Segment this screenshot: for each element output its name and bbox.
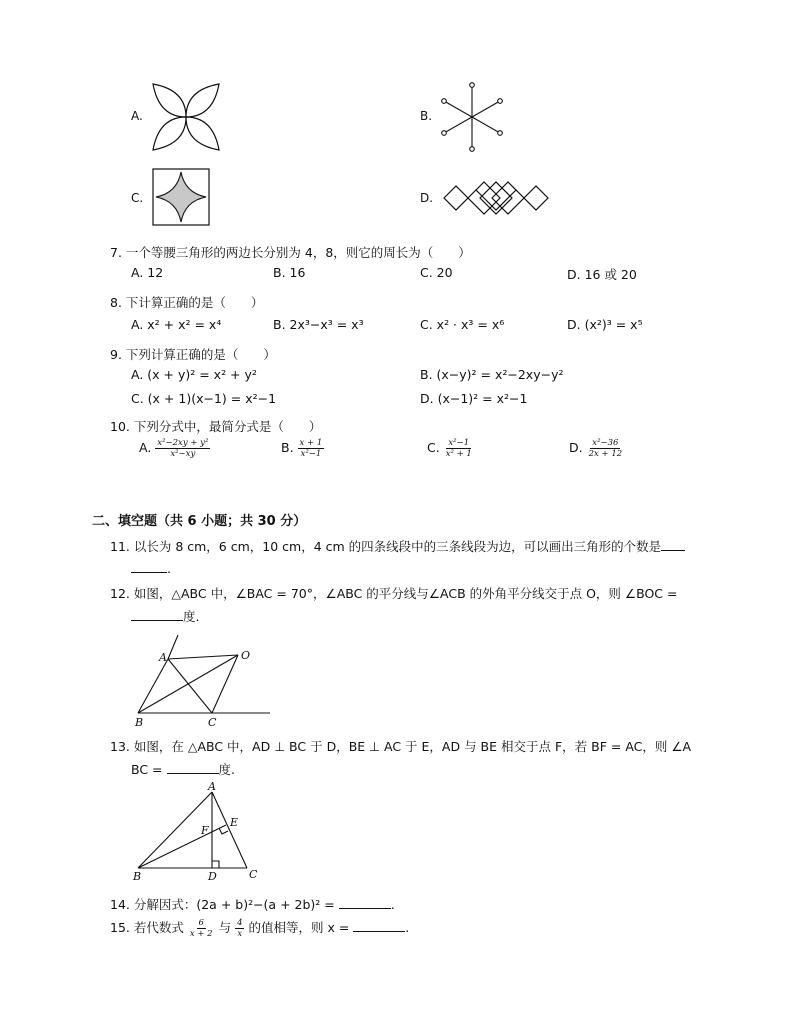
q13-label-f: F <box>201 824 209 837</box>
q15-fraction-2-denominator: x <box>237 929 243 939</box>
q15-fraction-1-numerator: 6 <box>198 918 204 928</box>
q14-line <box>110 895 395 913</box>
q7-option-c: C. 20 <box>420 265 453 280</box>
q15-prefix: 15. 若代数式 <box>110 920 184 935</box>
q11-line2-end: . <box>167 561 171 576</box>
q11-answer-blank-part2[interactable] <box>131 560 167 573</box>
q10-option-d-denominator: 2x + 12 <box>588 449 623 459</box>
q11-answer-blank-part1[interactable] <box>661 538 685 551</box>
q10-option-c-fraction <box>444 438 474 459</box>
q9-option-d: D. (x−1)² = x²−1 <box>420 391 528 406</box>
q13-label-d: D <box>208 870 217 883</box>
q15-fraction-1-denominator: x + 2 <box>189 929 213 939</box>
q10-option-c <box>427 438 474 459</box>
q12-answer-blank[interactable] <box>131 608 183 621</box>
q13-label-e: E <box>230 816 239 829</box>
section-title-fill-in-blank: 二、填空题（共 6 小题；共 30 分） <box>92 514 307 529</box>
q15-fraction-2-numerator: 4 <box>237 918 243 928</box>
q14-text: 14. 分解因式：(2a + b)²−(a + 2b)² = <box>110 897 335 912</box>
q7-option-d: D. 16 或 20 <box>567 267 637 282</box>
q15-fraction-2 <box>235 918 244 939</box>
q10-option-a-label: A. <box>139 440 152 455</box>
q11-line1 <box>110 537 685 555</box>
q10-option-d-label: D. <box>569 440 583 455</box>
q10-option-c-label: C. <box>427 440 440 455</box>
q12-label-a: A <box>159 651 167 664</box>
q10-option-d-fraction <box>587 438 625 459</box>
q13-line2-start: BC = <box>131 762 163 777</box>
q10-option-b-fraction <box>298 438 325 459</box>
q10-option-b-numerator: x + 1 <box>299 438 323 448</box>
q12-line1: 12. 如图，△ABC 中，∠BAC = 70°，∠ABC 的平分线与∠ACB 的外角平分线交于点 O，则 ∠BOC = <box>110 586 678 601</box>
q6-option-b-label: B. <box>420 109 433 123</box>
q9-option-a: A. (x + y)² = x² + y² <box>131 367 257 382</box>
q10-option-a <box>139 438 210 459</box>
q15-fraction-1 <box>188 918 215 939</box>
q8-option-b: B. 2x³−x³ = x³ <box>273 317 364 332</box>
q14-answer-blank[interactable] <box>339 896 391 909</box>
q7-option-a: A. 12 <box>131 265 164 280</box>
q13-label-a: A <box>208 780 216 793</box>
q6-figure-c-square-star <box>150 166 212 228</box>
q12-line2 <box>131 607 199 625</box>
q9-option-c: C. (x + 1)(x−1) = x²−1 <box>131 391 277 406</box>
q10-option-d <box>569 438 624 459</box>
q8-option-c: C. x² · x³ = x⁶ <box>420 317 505 332</box>
q13-label-c: C <box>249 868 258 881</box>
q10-option-c-numerator: x²−1 <box>448 438 470 448</box>
q6-figure-d-diamond-chain <box>440 173 552 223</box>
q15-end: . <box>405 920 410 935</box>
q10-option-a-fraction <box>155 438 210 459</box>
q6-figure-b-snowflake <box>437 80 507 154</box>
q10-option-b-denominator: x²−1 <box>300 449 322 459</box>
q11-line2 <box>131 560 171 576</box>
q12-triangle-figure <box>130 633 290 728</box>
q12-line2-end: 度. <box>183 609 200 624</box>
q10-stem: 10. 下列分式中，最简分式是（ ） <box>110 419 322 434</box>
q6-option-c-label: C. <box>131 191 144 205</box>
q6-option-a-label: A. <box>131 109 143 123</box>
q10-option-b <box>281 438 324 459</box>
q13-label-b: B <box>133 870 142 883</box>
q13-answer-blank[interactable] <box>167 761 219 774</box>
q13-line1: 13. 如图，在 △ABC 中，AD ⊥ BC 于 D，BE ⊥ AC 于 E，AD 与 BE 相交于点 F，若 BF = AC，则 ∠A <box>110 739 692 754</box>
q10-option-d-numerator: x²−36 <box>592 438 619 448</box>
q12-label-b: B <box>135 716 144 729</box>
q14-end: . <box>390 897 395 912</box>
q7-option-b: B. 16 <box>273 265 306 280</box>
q10-option-c-denominator: x² + 1 <box>445 449 472 459</box>
q9-option-b: B. (x−y)² = x²−2xy−y² <box>420 367 564 382</box>
q15-mid: 与 <box>218 920 232 935</box>
q13-line2-end: 度. <box>218 762 235 777</box>
q12-label-c: C <box>208 716 217 729</box>
q13-line2 <box>131 760 235 778</box>
q12-label-o: O <box>241 649 251 662</box>
q15-answer-blank[interactable] <box>353 919 405 932</box>
q15-suffix: 的值相等，则 x = <box>248 920 350 935</box>
q13-triangle-figure <box>130 782 270 882</box>
q11-text: 11. 以长为 8 cm，6 cm，10 cm，4 cm 的四条线段中的三条线段为边，可以画出三角形的个数是 <box>110 539 662 554</box>
q10-option-a-denominator: x²−xy <box>170 449 196 459</box>
q7-stem: 7. 一个等腰三角形的两边长分别为 4，8，则它的周长为（ ） <box>110 245 471 260</box>
q15-line <box>110 918 409 939</box>
q10-option-a-numerator: x²−2xy + y² <box>157 438 209 448</box>
q9-stem: 9. 下列计算正确的是（ ） <box>110 347 276 362</box>
q6-option-d-label: D. <box>420 191 434 205</box>
q8-option-a: A. x² + x² = x⁴ <box>131 317 222 332</box>
q8-option-d: D. (x²)³ = x⁵ <box>567 317 643 332</box>
q8-stem: 8. 下计算正确的是（ ） <box>110 295 264 310</box>
q6-figure-a-four-petals <box>149 80 223 154</box>
q10-option-b-label: B. <box>281 440 294 455</box>
